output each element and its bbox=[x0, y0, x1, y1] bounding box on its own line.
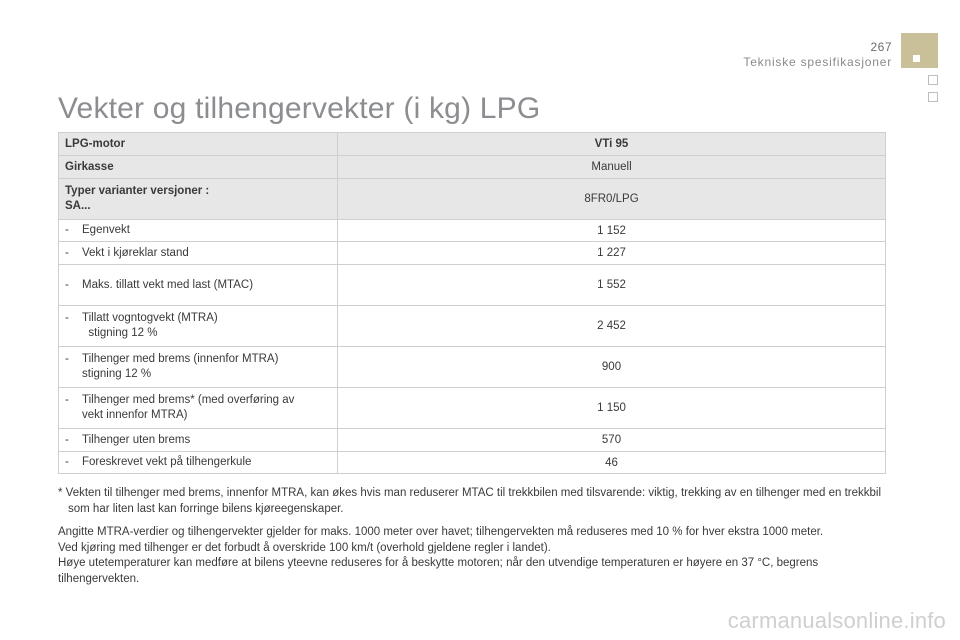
row-value: 1 150 bbox=[338, 388, 886, 429]
row-value: 2 452 bbox=[338, 306, 886, 347]
section-title: Tekniske spesifikasjoner bbox=[743, 55, 892, 69]
table-header-label: Typer varianter versjoner : SA... bbox=[59, 179, 338, 220]
chapter-tab-dot bbox=[913, 55, 920, 62]
row-value: 1 552 bbox=[338, 265, 886, 306]
row-label: - Tilhenger med brems (innenfor MTRA) stigning 12 % bbox=[59, 347, 338, 388]
table-row bbox=[59, 242, 886, 265]
table-row bbox=[59, 347, 886, 388]
row-label: - Tillatt vogntogvekt (MTRA) stigning 12 % bbox=[59, 306, 338, 347]
table-row bbox=[59, 429, 886, 452]
table-header-value: VTi 95 bbox=[338, 133, 886, 156]
page-number: 267 bbox=[870, 40, 892, 54]
table-row bbox=[59, 452, 886, 474]
weights-table bbox=[58, 132, 886, 474]
note-paragraph: Angitte MTRA-verdier og tilhengervekter gjelder for maks. 1000 meter over havet; tilhengervekten må reduseres med 10 % for hver ekstra 1000 meter. bbox=[58, 526, 824, 538]
table-header-value: 8FR0/LPG bbox=[338, 179, 886, 220]
table-header-row bbox=[59, 133, 886, 156]
note-paragraph: Ved kjøring med tilhenger er det forbudt å overskride 100 km/t (overhold gjeldene regler i landet). bbox=[58, 541, 551, 554]
row-value: 1 152 bbox=[338, 220, 886, 242]
row-label: - Maks. tillatt vekt med last (MTAC) bbox=[59, 265, 338, 306]
row-value: 900 bbox=[338, 347, 886, 388]
chapter-tab-square bbox=[928, 75, 938, 85]
table-header-label: LPG-motor bbox=[59, 133, 338, 156]
row-label: - Foreskrevet vekt på tilhengerkule bbox=[59, 452, 338, 474]
row-label: - Tilhenger uten brems bbox=[59, 429, 338, 452]
chapter-tab bbox=[901, 33, 938, 68]
watermark: carmanualsonline.info bbox=[727, 608, 946, 633]
table-row bbox=[59, 220, 886, 242]
row-value: 1 227 bbox=[338, 242, 886, 265]
row-label: - Tilhenger med brems* (med overføring av vekt innenfor MTRA) bbox=[59, 388, 338, 429]
table-row bbox=[59, 306, 886, 347]
row-value: 570 bbox=[338, 429, 886, 452]
table-header-label: Girkasse bbox=[59, 156, 338, 179]
table-row bbox=[59, 388, 886, 429]
note-paragraph: Høye utetemperaturer kan medføre at bilens yteevne reduseres for å beskytte motoren; når den utvendige temperaturen er høyere en 37 °C, begrens tilhengervekten. bbox=[58, 557, 819, 585]
row-value: 46 bbox=[338, 452, 886, 474]
chapter-tab-square bbox=[928, 92, 938, 102]
table-header-value: Manuell bbox=[338, 156, 886, 179]
footnote: * Vekten til tilhenger med brems, innenfor MTRA, kan økes hvis man reduserer MTAC til trekkbilen med tilsvarende: viktig, trekking av en tilhenger med en trekkbil som har liten last kan forringe bilens kjøreegenskaper. bbox=[58, 487, 882, 515]
notes bbox=[58, 486, 898, 587]
row-label: - Vekt i kjøreklar stand bbox=[59, 242, 338, 265]
table-header-row bbox=[59, 179, 886, 220]
page-title: Vekter og tilhengervekter (i kg) LPG bbox=[58, 92, 541, 125]
table-row bbox=[59, 265, 886, 306]
table-header-row bbox=[59, 156, 886, 179]
row-label: - Egenvekt bbox=[59, 220, 338, 242]
